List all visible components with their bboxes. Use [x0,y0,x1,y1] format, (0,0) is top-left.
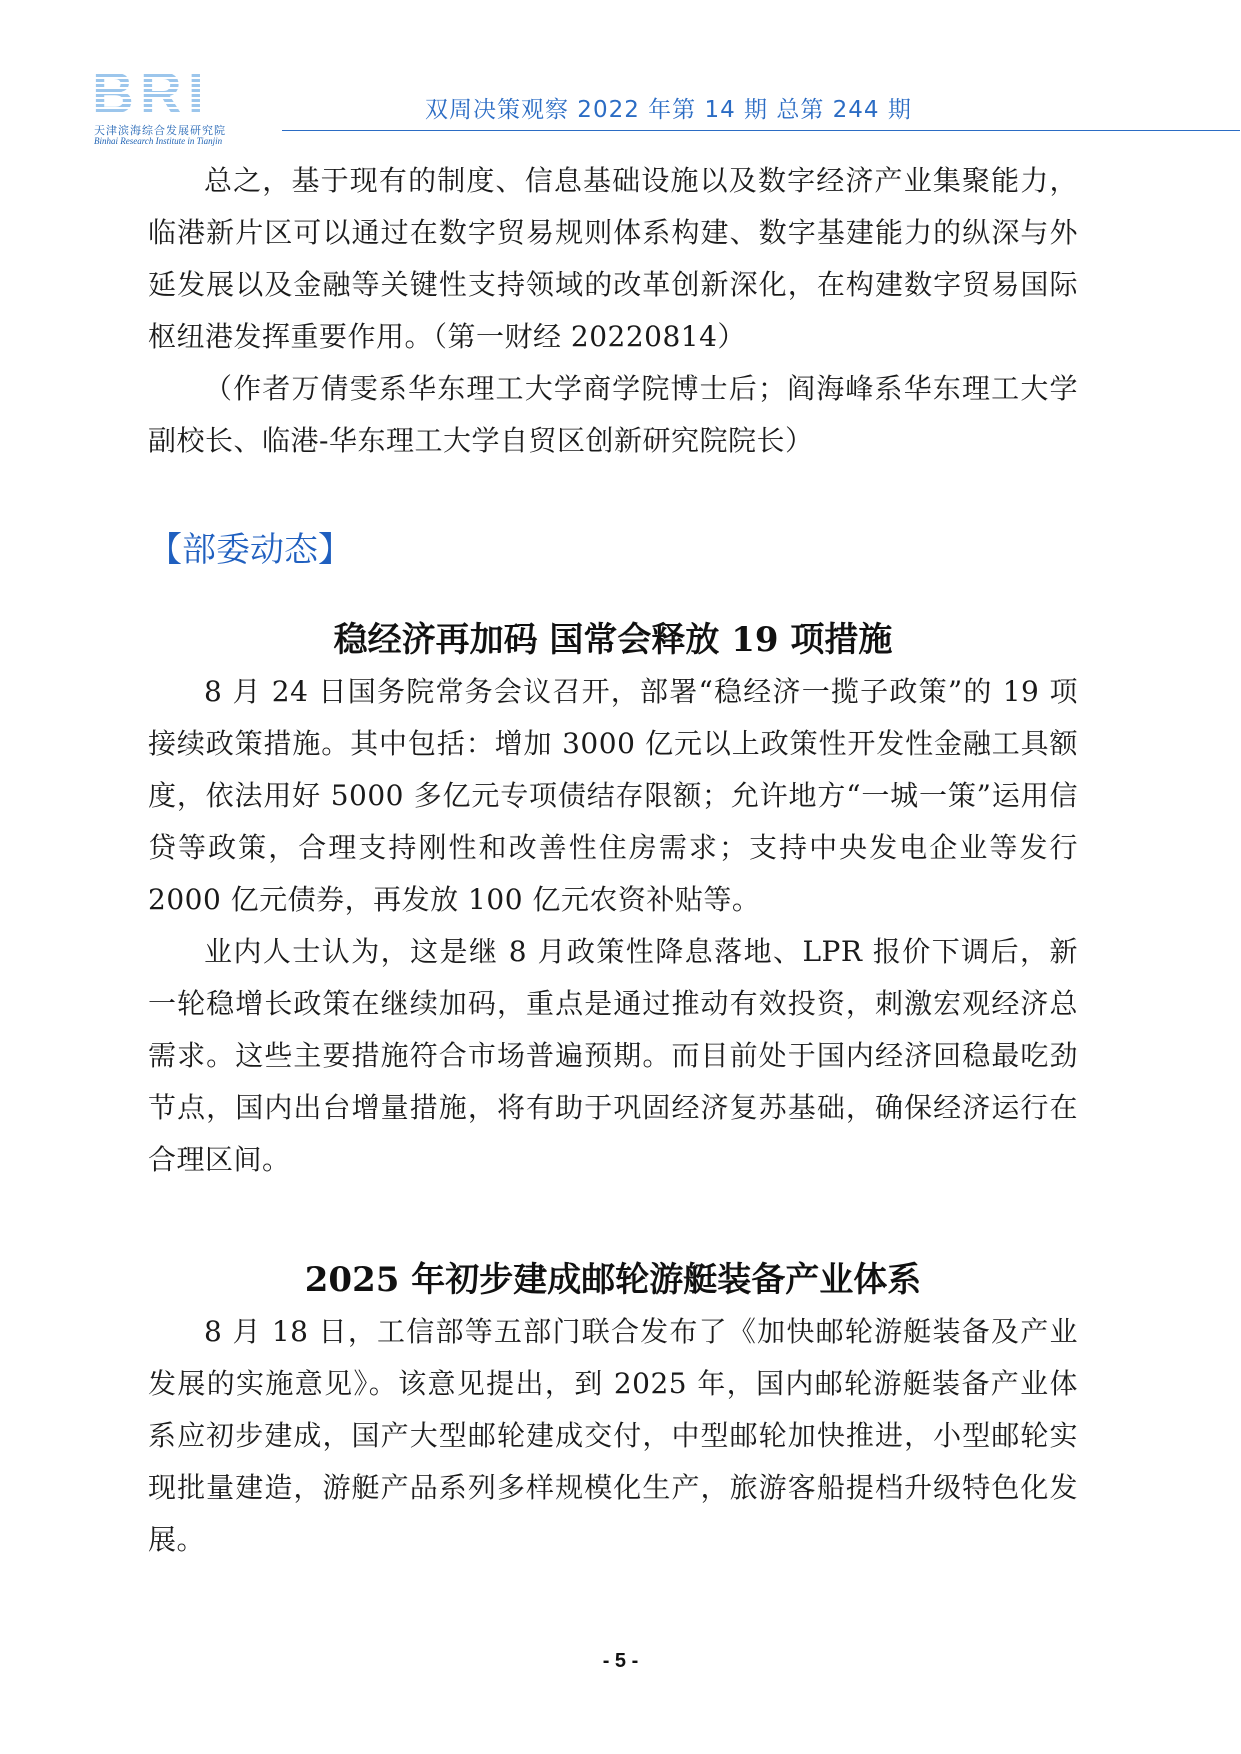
logo-letters: BRI [92,61,210,126]
header-divider [282,130,1240,131]
article-end-block [148,155,1078,467]
article-1-paragraph-2: 业内人士认为，这是继 8 月政策性降息落地、LPR 报价下调后，新一轮稳增长政策在继续加码，重点是通过推动有效投资，刺激宏观经济总需求。这些主要措施符合市场普遍预期。而目前处于国内经济回稳最吃劲节点，国内出台增量措施，将有助于巩固经济复苏基础，确保经济运行在合理区间。 [148,935,1078,1176]
logo-chinese-name: 天津滨海综合发展研究院 [94,124,226,137]
article-title-1: 稳经济再加码 国常会释放 19 项措施 [333,620,893,660]
article-2-paragraph-1: 8 月 18 日，工信部等五部门联合发布了《加快邮轮游艇装备及产业发展的实施意见》。该意见提出，到 2025 年，国内邮轮游艇装备产业体系应初步建成，国产大型邮轮建成交付，中型邮轮加快推进，小型邮轮实现批量建造，游艇产品系列多样规模化生产，旅游客船提档升级特色化发展。 [148,1315,1078,1556]
article-title-2: 2025 年初步建成邮轮游艇装备产业体系 [304,1260,922,1300]
summary-paragraph: 总之，基于现有的制度、信息基础设施以及数字经济产业集聚能力，临港新片区可以通过在数字贸易规则体系构建、数字基建能力的纵深与外延发展以及金融等关键性支持领域的改革创新深化，在构建数字贸易国际枢纽港发挥重要作用。（第一财经 20220814） [148,164,1078,353]
publication-title: 双周决策观察 2022 年第 14 期 总第 244 期 [425,97,912,123]
author-note: （作者万倩雯系华东理工大学商学院博士后；阎海峰系华东理工大学副校长、临港-华东理工大学自贸区创新研究院院长） [148,372,1078,457]
article-body-2 [148,1306,1078,1566]
article-1-paragraph-1: 8 月 24 日国务院常务会议召开，部署“稳经济一揽子政策”的 19 项接续政策措施。其中包括：增加 3000 亿元以上政策性开发性金融工具额度，依法用好 5000 多亿元专项债结存限额；允许地方“一城一策”运用信贷等政策，合理支持刚性和改善性住房需求；支持中央发电企业等发行 2000 亿元债券，再发放 100 亿元农资补贴等。 [148,675,1078,916]
section-label: 【部委动态】 [148,530,352,570]
logo-english-name: Binhai Research Institute in Tianjin [94,136,223,146]
page-number: - 5 - [602,1650,639,1672]
page-header [0,0,1241,150]
article-body-1 [148,666,1078,1186]
bri-logo [92,61,282,146]
